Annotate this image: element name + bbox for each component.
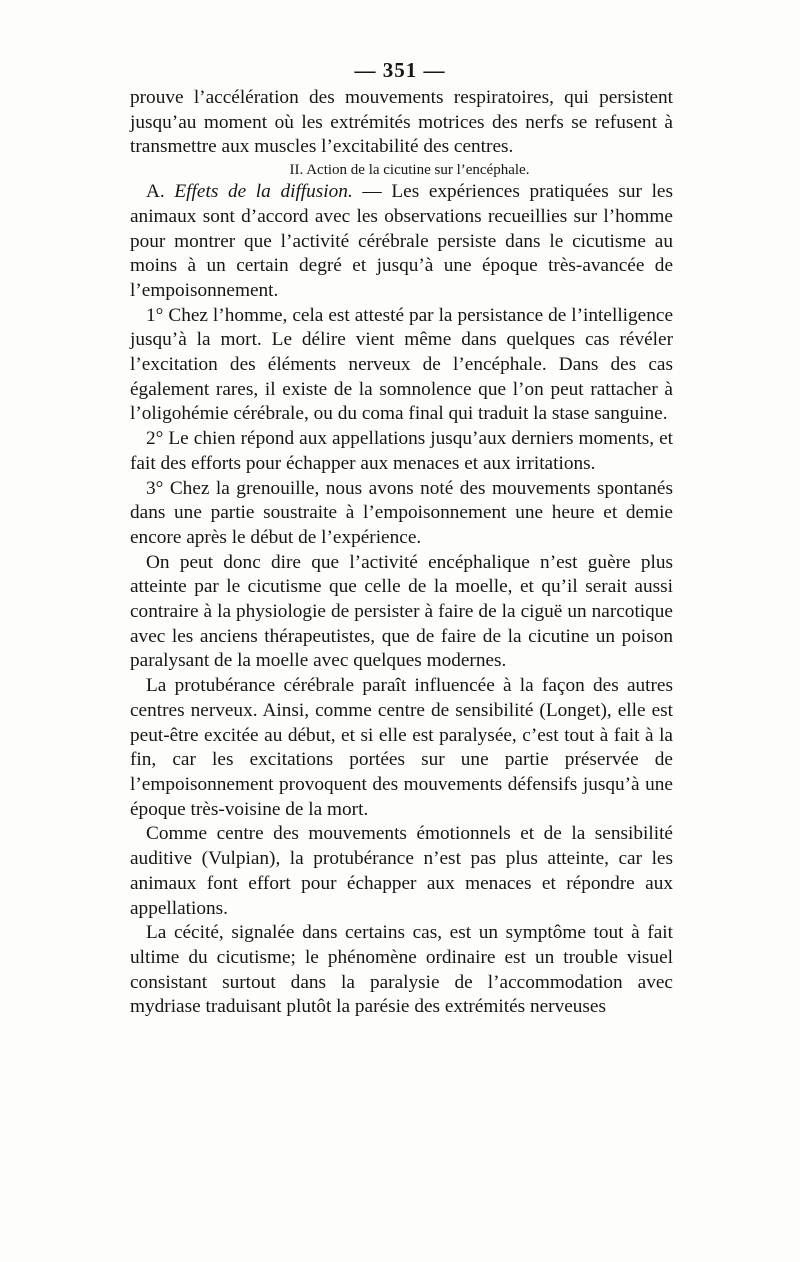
paragraph-chien: 2° Le chien répond aux appellations jusqu’aux derniers moments, et fait des efforts pour échapper aux menaces et aux irritations. (130, 428, 673, 474)
subsection-title: Effets de la diffusion. (174, 181, 353, 203)
body-text (130, 86, 673, 1020)
paragraph-cecite: La cécité, signalée dans certains cas, est un symptôme tout à fait ultime du cicutisme; le phénomène ordinaire est un trouble visuel consistant surtout dans la paralysie de l’accommodation avec mydriase traduisant plutôt la parésie des extrémités nerveuses (130, 922, 673, 1018)
paragraph-conclusion: On peut donc dire que l’activité encéphalique n’est guère plus atteinte par le cicutisme que celle de la moelle, et qu’il serait aussi contraire à la physiologie de persister à faire de la ciguë un narcotique avec les anciens thérapeutistes, que de faire de la cicutine un poison paralysant de la moelle avec quelques modernes. (130, 551, 673, 672)
intro-paragraph: prouve l’accélération des mouvements respiratoires, qui persistent jusqu’au moment où les extrémités motrices des nerfs se refusent à transmettre aux muscles l’excitabilité des centres. (130, 87, 673, 158)
section-title: II. Action de la cicutine sur l’encéphale. (289, 162, 530, 179)
paragraph-homme: 1° Chez l’homme, cela est attesté par la persistance de l’intelligence jusqu’à la mort. Le délire vient même dans quelques cas révéler l’excitation des éléments nerveux de l’encéphale. Dans des cas également rares, il existe de la somnolence que l’on peut rattacher à l’oligohémie cérébrale, ou du coma final qui traduit la stase sanguine. (130, 304, 673, 425)
paragraph-protuberance: La protubérance cérébrale paraît influencée à la façon des autres centres nerveux. Ainsi, comme centre de sensibilité (Longet), elle est peut-être excitée au début, et si elle est paralysée, c’est tout à fait à la fin, car les excitations portées sur une partie préservée de l’empoisonnement provoquent des mouvements défensifs jusqu’à une époque très-voisine de la mort. (130, 675, 673, 820)
page-number: — 351 — (354, 58, 446, 82)
subsection-text: — Les expériences pratiquées sur les animaux sont d’accord avec les observations recueillies sur l’homme pour montrer que l’activité cérébrale persiste dans le cicutisme au moins à un certain degré et jusqu’à une époque très-avancée de l’empoisonnement. (130, 181, 673, 301)
subsection-paragraph (130, 180, 673, 304)
subsection-label: A. (146, 181, 165, 203)
paragraph-grenouille: 3° Chez la grenouille, nous avons noté des mouvements spontanés dans une partie soustraite à l’empoisonnement une heure et demie encore après le début de l’expérience. (130, 477, 673, 548)
paragraph-emotion: Comme centre des mouvements émotionnels et de la sensibilité auditive (Vulpian), la protubérance n’est pas plus atteinte, car les animaux font effort pour échapper aux menaces et répondre aux appellations. (130, 823, 673, 919)
